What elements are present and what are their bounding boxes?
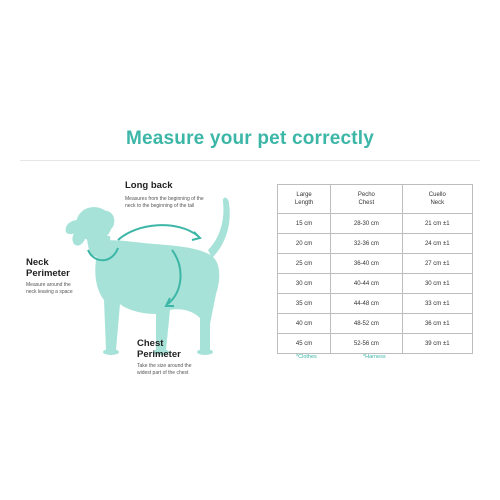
chest-heading-1: Chest <box>137 338 164 349</box>
page-title: Measure your pet correctly <box>125 128 375 149</box>
neck-heading-1: Neck <box>26 257 49 268</box>
cell-length: 35 cm <box>278 294 331 314</box>
long-back-desc-1: Measures from the beginning of the <box>125 196 204 202</box>
cell-length: 20 cm <box>278 234 331 254</box>
long-back-arc <box>118 225 198 240</box>
table-row <box>278 214 473 234</box>
table-row <box>278 294 473 314</box>
cell-neck: 36 cm ±1 <box>402 314 472 334</box>
cell-length: 15 cm <box>278 214 331 234</box>
table-row <box>278 234 473 254</box>
cell-length: 40 cm <box>278 314 331 334</box>
cell-length: 25 cm <box>278 254 331 274</box>
neck-heading-2: Perimeter <box>26 268 70 279</box>
header-neck: Cuello Neck <box>402 185 472 214</box>
cell-chest: 28-30 cm <box>331 214 402 234</box>
cell-neck: 27 cm ±1 <box>402 254 472 274</box>
chest-desc-2: widest part of the chest <box>137 370 189 376</box>
cell-neck: 24 cm ±1 <box>402 234 472 254</box>
footnote-clothes: *Clothes <box>296 354 317 360</box>
cell-length: 30 cm <box>278 274 331 294</box>
header-length: Large Length <box>278 185 331 214</box>
chest-desc-1: Take the size around the <box>137 363 192 369</box>
cell-chest: 44-48 cm <box>331 294 402 314</box>
size-table <box>277 184 473 354</box>
table-row <box>278 334 473 354</box>
cell-neck: 30 cm ±1 <box>402 274 472 294</box>
title-divider <box>20 160 480 161</box>
table-header-row <box>278 185 473 214</box>
cell-neck: 33 cm ±1 <box>402 294 472 314</box>
long-back-heading: Long back <box>125 180 173 191</box>
cell-chest: 36-40 cm <box>331 254 402 274</box>
table-row <box>278 314 473 334</box>
long-back-desc-2: neck to the beginning of the tail <box>125 203 195 209</box>
dog-illustration <box>60 190 270 370</box>
table-row <box>278 274 473 294</box>
cell-chest: 48-52 cm <box>331 314 402 334</box>
header-chest: Pecho Chest <box>331 185 402 214</box>
chest-heading-2: Perimeter <box>137 349 181 360</box>
table-row <box>278 254 473 274</box>
cell-chest: 52-56 cm <box>331 334 402 354</box>
cell-chest: 40-44 cm <box>331 274 402 294</box>
cell-neck: 39 cm ±1 <box>402 334 472 354</box>
cell-length: 45 cm <box>278 334 331 354</box>
neck-desc-2: neck leaving a space <box>26 289 73 295</box>
neck-desc-1: Measure around the <box>26 282 71 288</box>
footnote-harness: *Harness <box>363 354 386 360</box>
cell-neck: 21 cm ±1 <box>402 214 472 234</box>
cell-chest: 32-36 cm <box>331 234 402 254</box>
